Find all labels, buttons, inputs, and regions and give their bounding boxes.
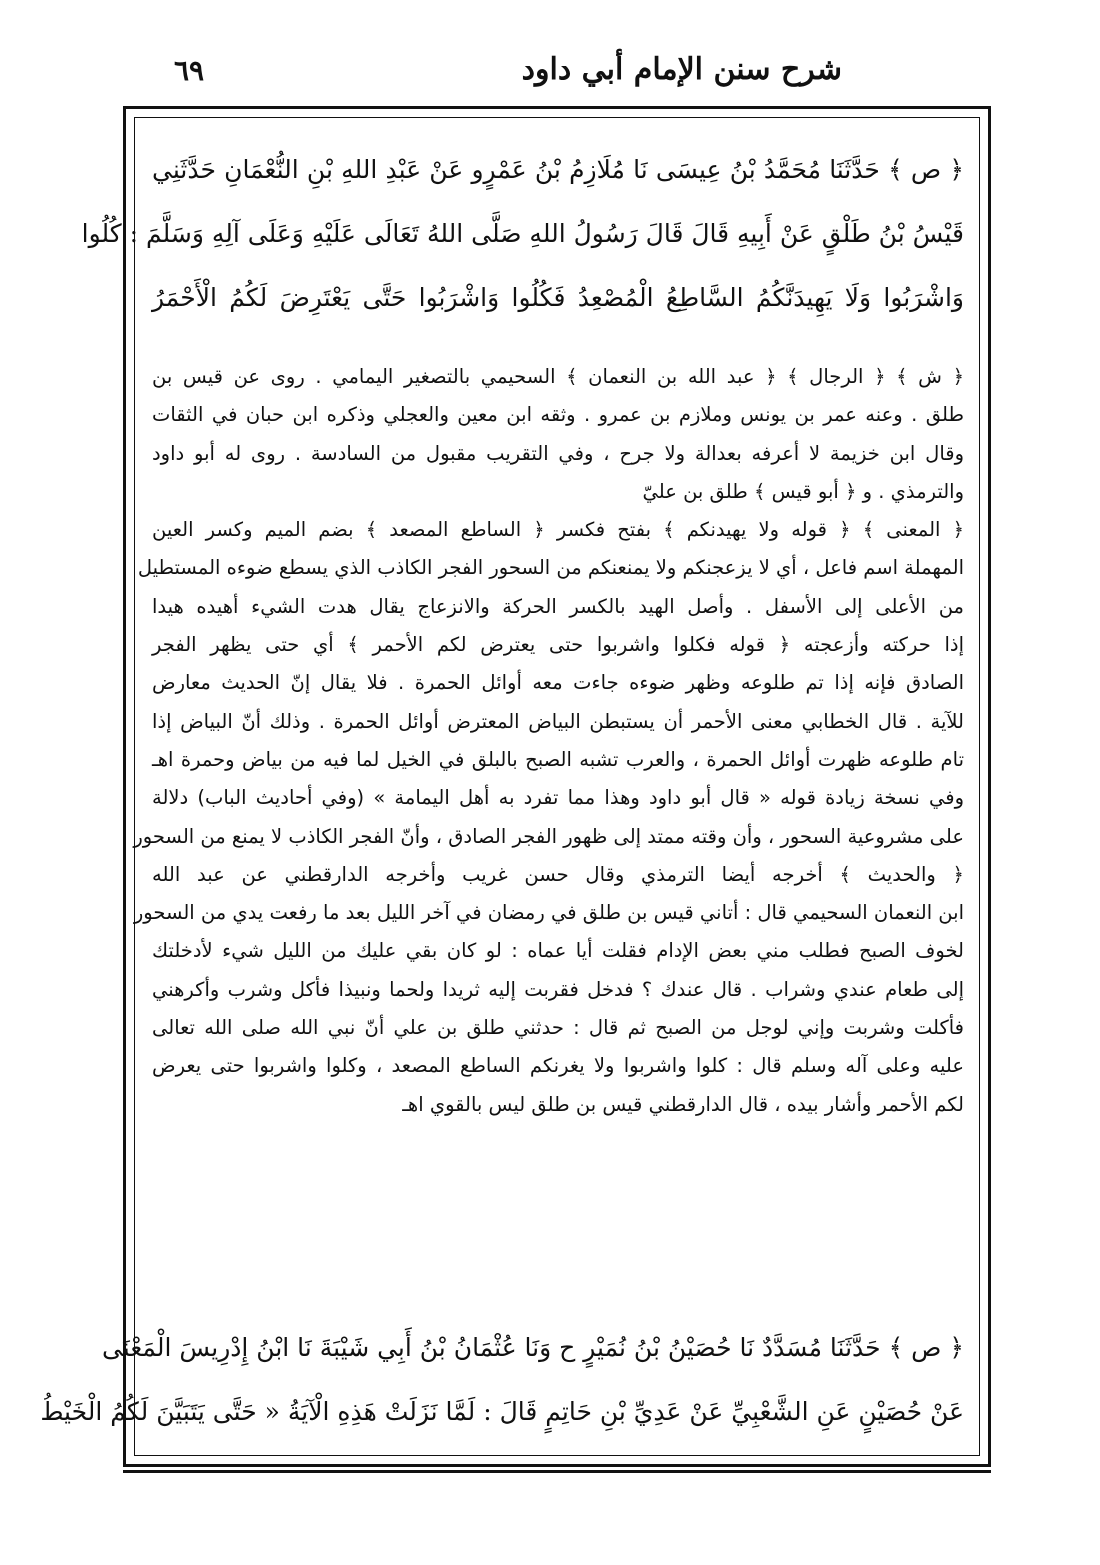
page-number: ٦٩ — [174, 54, 205, 87]
commentary-line: وقال ابن خزيمة لا أعرفه بعدالة ولا جرح ، وفي التقريب مقبول من السادسة . روى له أبو داود — [152, 441, 964, 465]
commentary-line: المهملة اسم فاعل ، أي لا يزعجنكم ولا يمنعنكم من السحور الفجر الكاذب الذي يسطع ضوءه المستطيل — [137, 556, 964, 580]
commentary-line: فأكلت وشربت وإني لوجل من الصبح ثم قال : حدثني طلق بن علي أنّ نبي الله صلى الله تعالى — [152, 1016, 964, 1040]
commentary-line: تام طلوعه ظهرت أوائل الحمرة ، والعرب تشبه الصبح بالبلق في الخيل لما فيه من بياض وحمرة اهـ — [152, 747, 964, 771]
hadith-line: ﴿ ص ﴾ حَدَّثَنَا مُسَدَّدٌ نَا حُصَيْنُ بْنُ نُمَيْرٍ ح وَنَا عُثْمَانُ بْنُ أَبِي شَيْبَةَ نَا ابْنُ إِدْرِيسَ الْمَعْنَى — [101, 1333, 964, 1362]
commentary-line: للآية . قال الخطابي معنى الأحمر أن يستبطن البياض المعترض أوائل الحمرة . وذلك أنّ البياض إذا — [152, 709, 964, 733]
commentary-line: ﴿ المعنى ﴾ ﴿ قوله ولا يهيدنكم ﴾ بفتح فكسر ﴿ الساطع المصعد ﴾ بضم الميم وكسر العين — [152, 518, 964, 542]
commentary-line: لكم الأحمر وأشار بيده ، قال الدارقطني قيس بن طلق ليس بالقوي اهـ — [402, 1092, 964, 1116]
hadith-line: عَنْ حُصَيْنٍ عَنِ الشَّعْبِيِّ عَنْ عَدِيِّ بْنِ حَاتِمٍ قَالَ : لَمَّا نَزَلَتْ هَذِهِ الْآيَةُ « حَتَّى يَتَبَيَّنَ لَكُمُ الْخَيْطُ — [40, 1397, 964, 1426]
hadith-line: ﴿ ص ﴾ حَدَّثَنَا مُحَمَّدُ بْنُ عِيسَى نَا مُلَازِمُ بْنُ عَمْرٍو عَنْ عَبْدِ اللهِ بْنِ النُّعْمَانِ حَدَّثَنِي — [152, 155, 964, 184]
hadith-line: وَاشْرَبُوا وَلَا يَهِيدَنَّكُمُ السَّاطِعُ الْمُصْعِدُ فَكُلُوا وَاشْرَبُوا حَتَّى يَعْتَرِضَ لَكُمُ الْأَحْمَرُ — [152, 283, 964, 312]
commentary-line: لخوف الصبح فطلب مني بعض الإدام فقلت أيا عماه : لو كان بقي عليك من الليل شيء لأدخلتك — [152, 939, 964, 963]
commentary-line: وفي نسخة زيادة قوله « قال أبو داود وهذا مما تفرد به أهل اليمامة » (وفي أحاديث الباب) دلالة — [152, 786, 964, 810]
commentary-line: من الأعلى إلى الأسفل . وأصل الهيد بالكسر الحركة والانزعاج يقال هدت الشيء أهيده هيدا — [152, 594, 964, 618]
book-title: شرح سنن الإمام أبي داود — [521, 52, 842, 87]
commentary-line: ابن النعمان السحيمي قال : أتاني قيس بن طلق في رمضان في آخر الليل بعد ما رفعت يدي من السحور — [133, 901, 964, 925]
commentary-line: إذا حركته وأزعجته ﴿ قوله فكلوا واشربوا حتى يعترض لكم الأحمر ﴾ أي حتى يظهر الفجر — [152, 633, 964, 657]
page-header — [130, 52, 992, 96]
commentary-line: إلى طعام عندي وشراب . قال عندك ؟ فدخل فقربت إليه ثريدا ولحما ونبيذا فأكل وشرب وأكرهني — [152, 977, 964, 1001]
commentary-line: طلق . وعنه عمر بن يونس وملازم بن عمرو . وثقه ابن معين والعجلي وذكره ابن حبان في الثقات — [152, 403, 964, 427]
commentary-line: ﴿ ش ﴾ ﴿ الرجال ﴾ ﴿ عبد الله بن النعمان ﴾ السحيمي بالتصغير اليمامي . روى عن قيس بن — [152, 365, 964, 388]
commentary-text — [133, 358, 964, 1124]
hadith-line: قَيْسُ بْنُ طَلْقٍ عَنْ أَبِيهِ قَالَ قَالَ رَسُولُ اللهِ صَلَّى اللهُ تَعَالَى عَلَيْهِ وَعَلَى آلِهِ وَسَلَّمَ : كُلُوا — [81, 219, 964, 248]
commentary-line: ﴿ والحديث ﴾ أخرجه أيضا الترمذي وقال حسن غريب وأخرجه الدارقطني عن عبد الله — [152, 862, 964, 886]
commentary-line: والترمذي . و ﴿ أبو قيس ﴾ طلق بن عليّ — [642, 479, 964, 503]
commentary-line: عليه وعلى آله وسلم قال : كلوا واشربوا ولا يغرنكم الساطع المصعد ، وكلوا واشربوا حتى يعرض — [152, 1054, 964, 1078]
commentary-line: على مشروعية السحور ، وأن وقته ممتد إلى ظهور الفجر الصادق ، وأنّ الفجر الكاذب لا يمنع من السحور — [133, 824, 964, 848]
hadith-text-1 — [81, 138, 964, 330]
bottom-rule — [123, 1470, 991, 1473]
commentary-line: الصادق فإنه إذا تم طلوعه وظهر ضوءه جاءت معه أوائل الحمرة . فلا يقال إنّ الحديث معارض — [152, 671, 964, 695]
hadith-text-2 — [40, 1316, 964, 1444]
